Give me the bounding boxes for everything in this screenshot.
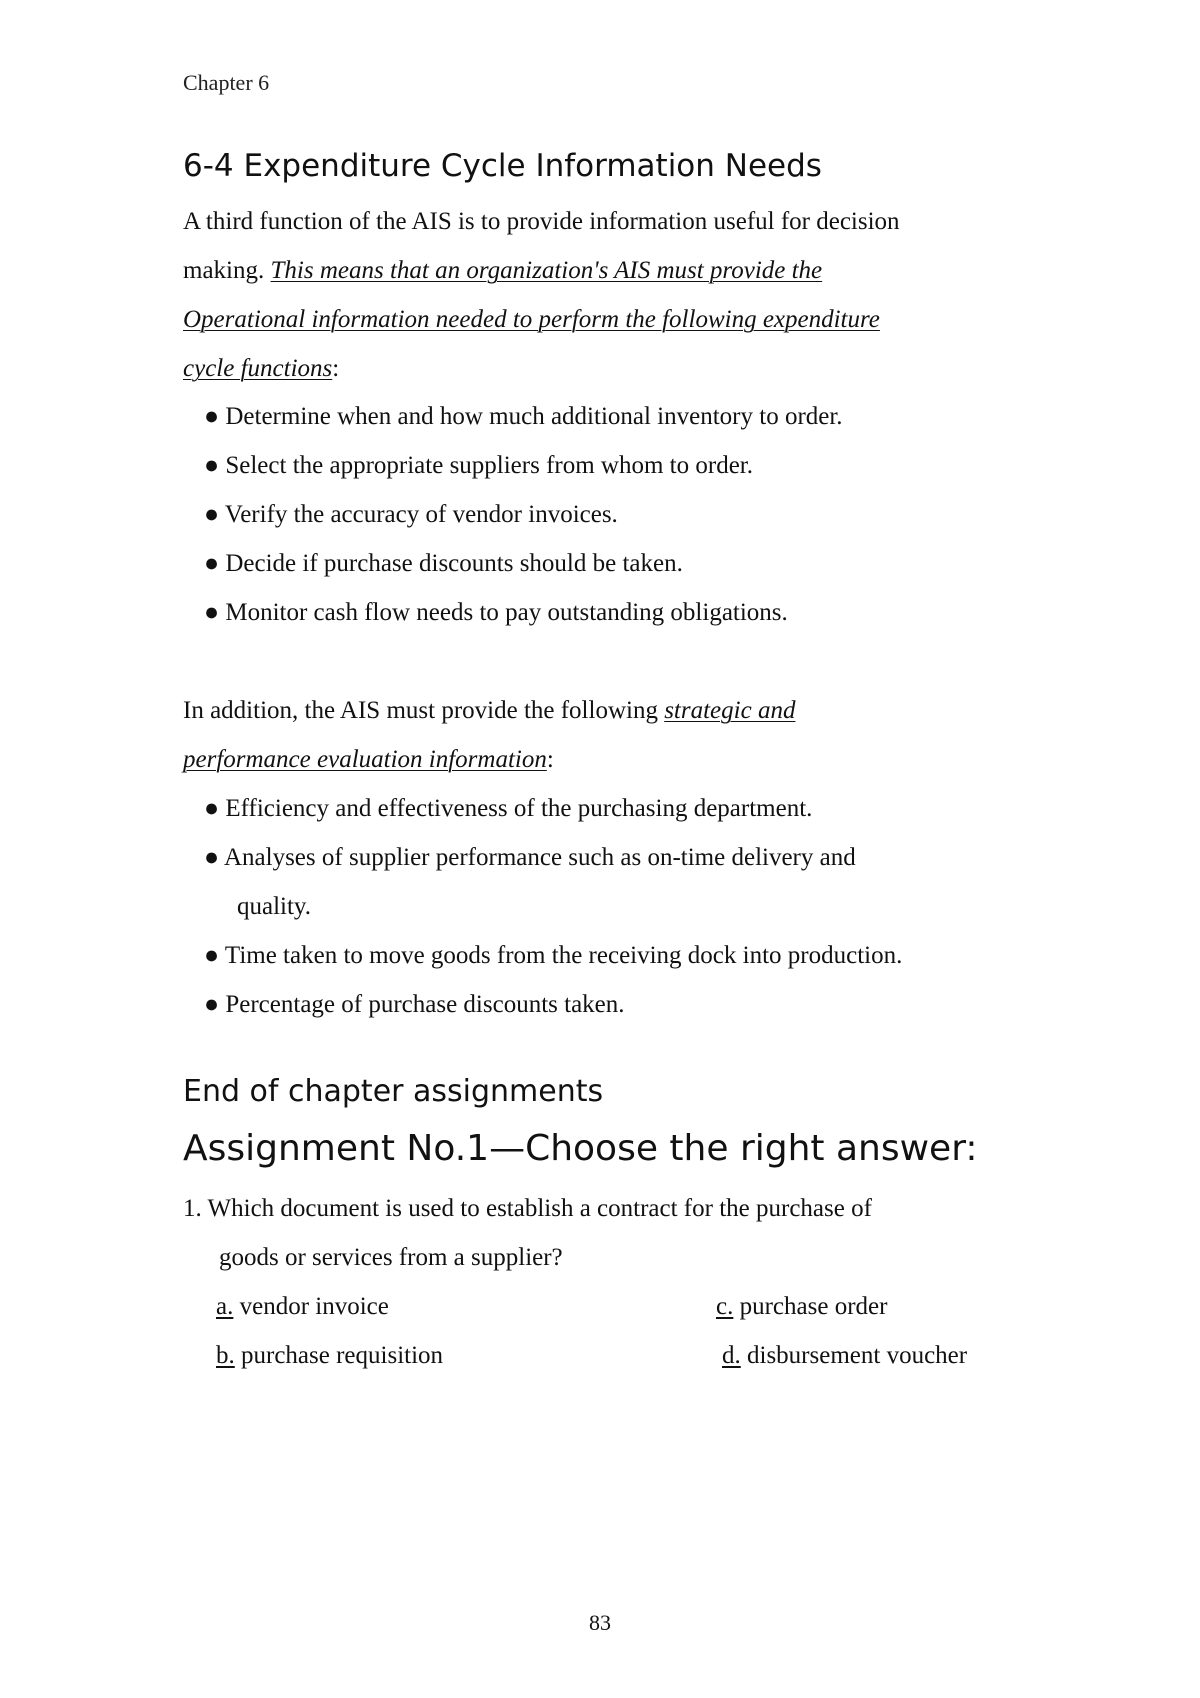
bullet-icon: ● [204, 991, 220, 1018]
bullet-text: Select the appropriate suppliers from whom to order. [225, 452, 753, 479]
bullet-icon: ● [204, 452, 220, 479]
page-number: 83 [589, 1610, 611, 1635]
bullet-text: Time taken to move goods from the receiving dock into production. [224, 942, 903, 969]
bullet-icon: ● [204, 501, 220, 528]
bullet-text: Percentage of purchase discounts taken. [225, 991, 625, 1018]
section-title: 6-4 Expenditure Cycle Information Needs [183, 148, 822, 184]
list-item [204, 942, 902, 970]
option-d [722, 1342, 967, 1370]
option-text: purchase order [733, 1293, 888, 1320]
assignment-title: Assignment No.1—Choose the right answer: [183, 1128, 978, 1169]
chapter-header: Chapter 6 [183, 70, 270, 95]
bullet-text: Verify the accuracy of vendor invoices. [224, 501, 618, 528]
list-item [204, 403, 843, 431]
option-text: purchase requisition [234, 1342, 444, 1369]
list-item [204, 795, 812, 823]
addition-emphasis: performance evaluation information [183, 746, 547, 773]
list-item [204, 844, 856, 872]
option-text: disbursement voucher [740, 1342, 968, 1369]
intro-plain: making. [183, 257, 271, 284]
question-1-line-2: goods or services from a supplier? [219, 1244, 563, 1271]
list-item [204, 550, 683, 578]
option-text: vendor invoice [233, 1293, 389, 1320]
bullet-icon: ● [204, 942, 220, 969]
list-item [204, 599, 788, 627]
option-letter: d. [722, 1342, 741, 1369]
bullet-icon: ● [204, 795, 220, 822]
bullet-icon: ● [204, 550, 220, 577]
option-b [216, 1342, 443, 1370]
intro-emphasis: This means that an organization's AIS must provide the [270, 257, 823, 284]
option-a [216, 1293, 389, 1321]
addition-tail: : [546, 746, 554, 773]
bullet-icon: ● [204, 599, 220, 626]
intro-tail: : [332, 355, 340, 382]
list-item [204, 501, 618, 529]
bullet-text: Analyses of supplier performance such as on-time delivery and [223, 844, 856, 871]
option-letter: b. [216, 1342, 235, 1369]
list-item-continuation: quality. [237, 893, 312, 920]
option-c [716, 1293, 887, 1321]
intro-line-4 [183, 355, 339, 383]
addition-plain: In addition, the AIS must provide the following [183, 697, 665, 724]
intro-emphasis: cycle functions [183, 355, 333, 382]
list-item [204, 452, 753, 480]
option-letter: c. [716, 1293, 734, 1320]
bullet-icon: ● [204, 844, 220, 871]
intro-line-1: A third function of the AIS is to provide information useful for decision [183, 208, 900, 235]
intro-emphasis: Operational information needed to perform the following expenditure [183, 306, 880, 333]
addition-line-1 [183, 697, 795, 725]
intro-line-2 [183, 257, 822, 285]
bullet-icon: ● [204, 403, 220, 430]
bullet-text: Efficiency and effectiveness of the purchasing department. [225, 795, 813, 822]
intro-line-3 [183, 306, 880, 334]
bullet-text: Determine when and how much additional inventory to order. [225, 403, 843, 430]
bullet-text: Monitor cash flow needs to pay outstanding obligations. [225, 599, 788, 626]
assignments-heading: End of chapter assignments [183, 1074, 604, 1109]
question-1-line-1: 1. Which document is used to establish a contract for the purchase of [183, 1195, 872, 1222]
addition-line-2 [183, 746, 554, 774]
addition-emphasis: strategic and [664, 697, 796, 724]
option-letter: a. [216, 1293, 234, 1320]
bullet-text: Decide if purchase discounts should be taken. [225, 550, 683, 577]
list-item [204, 991, 625, 1019]
